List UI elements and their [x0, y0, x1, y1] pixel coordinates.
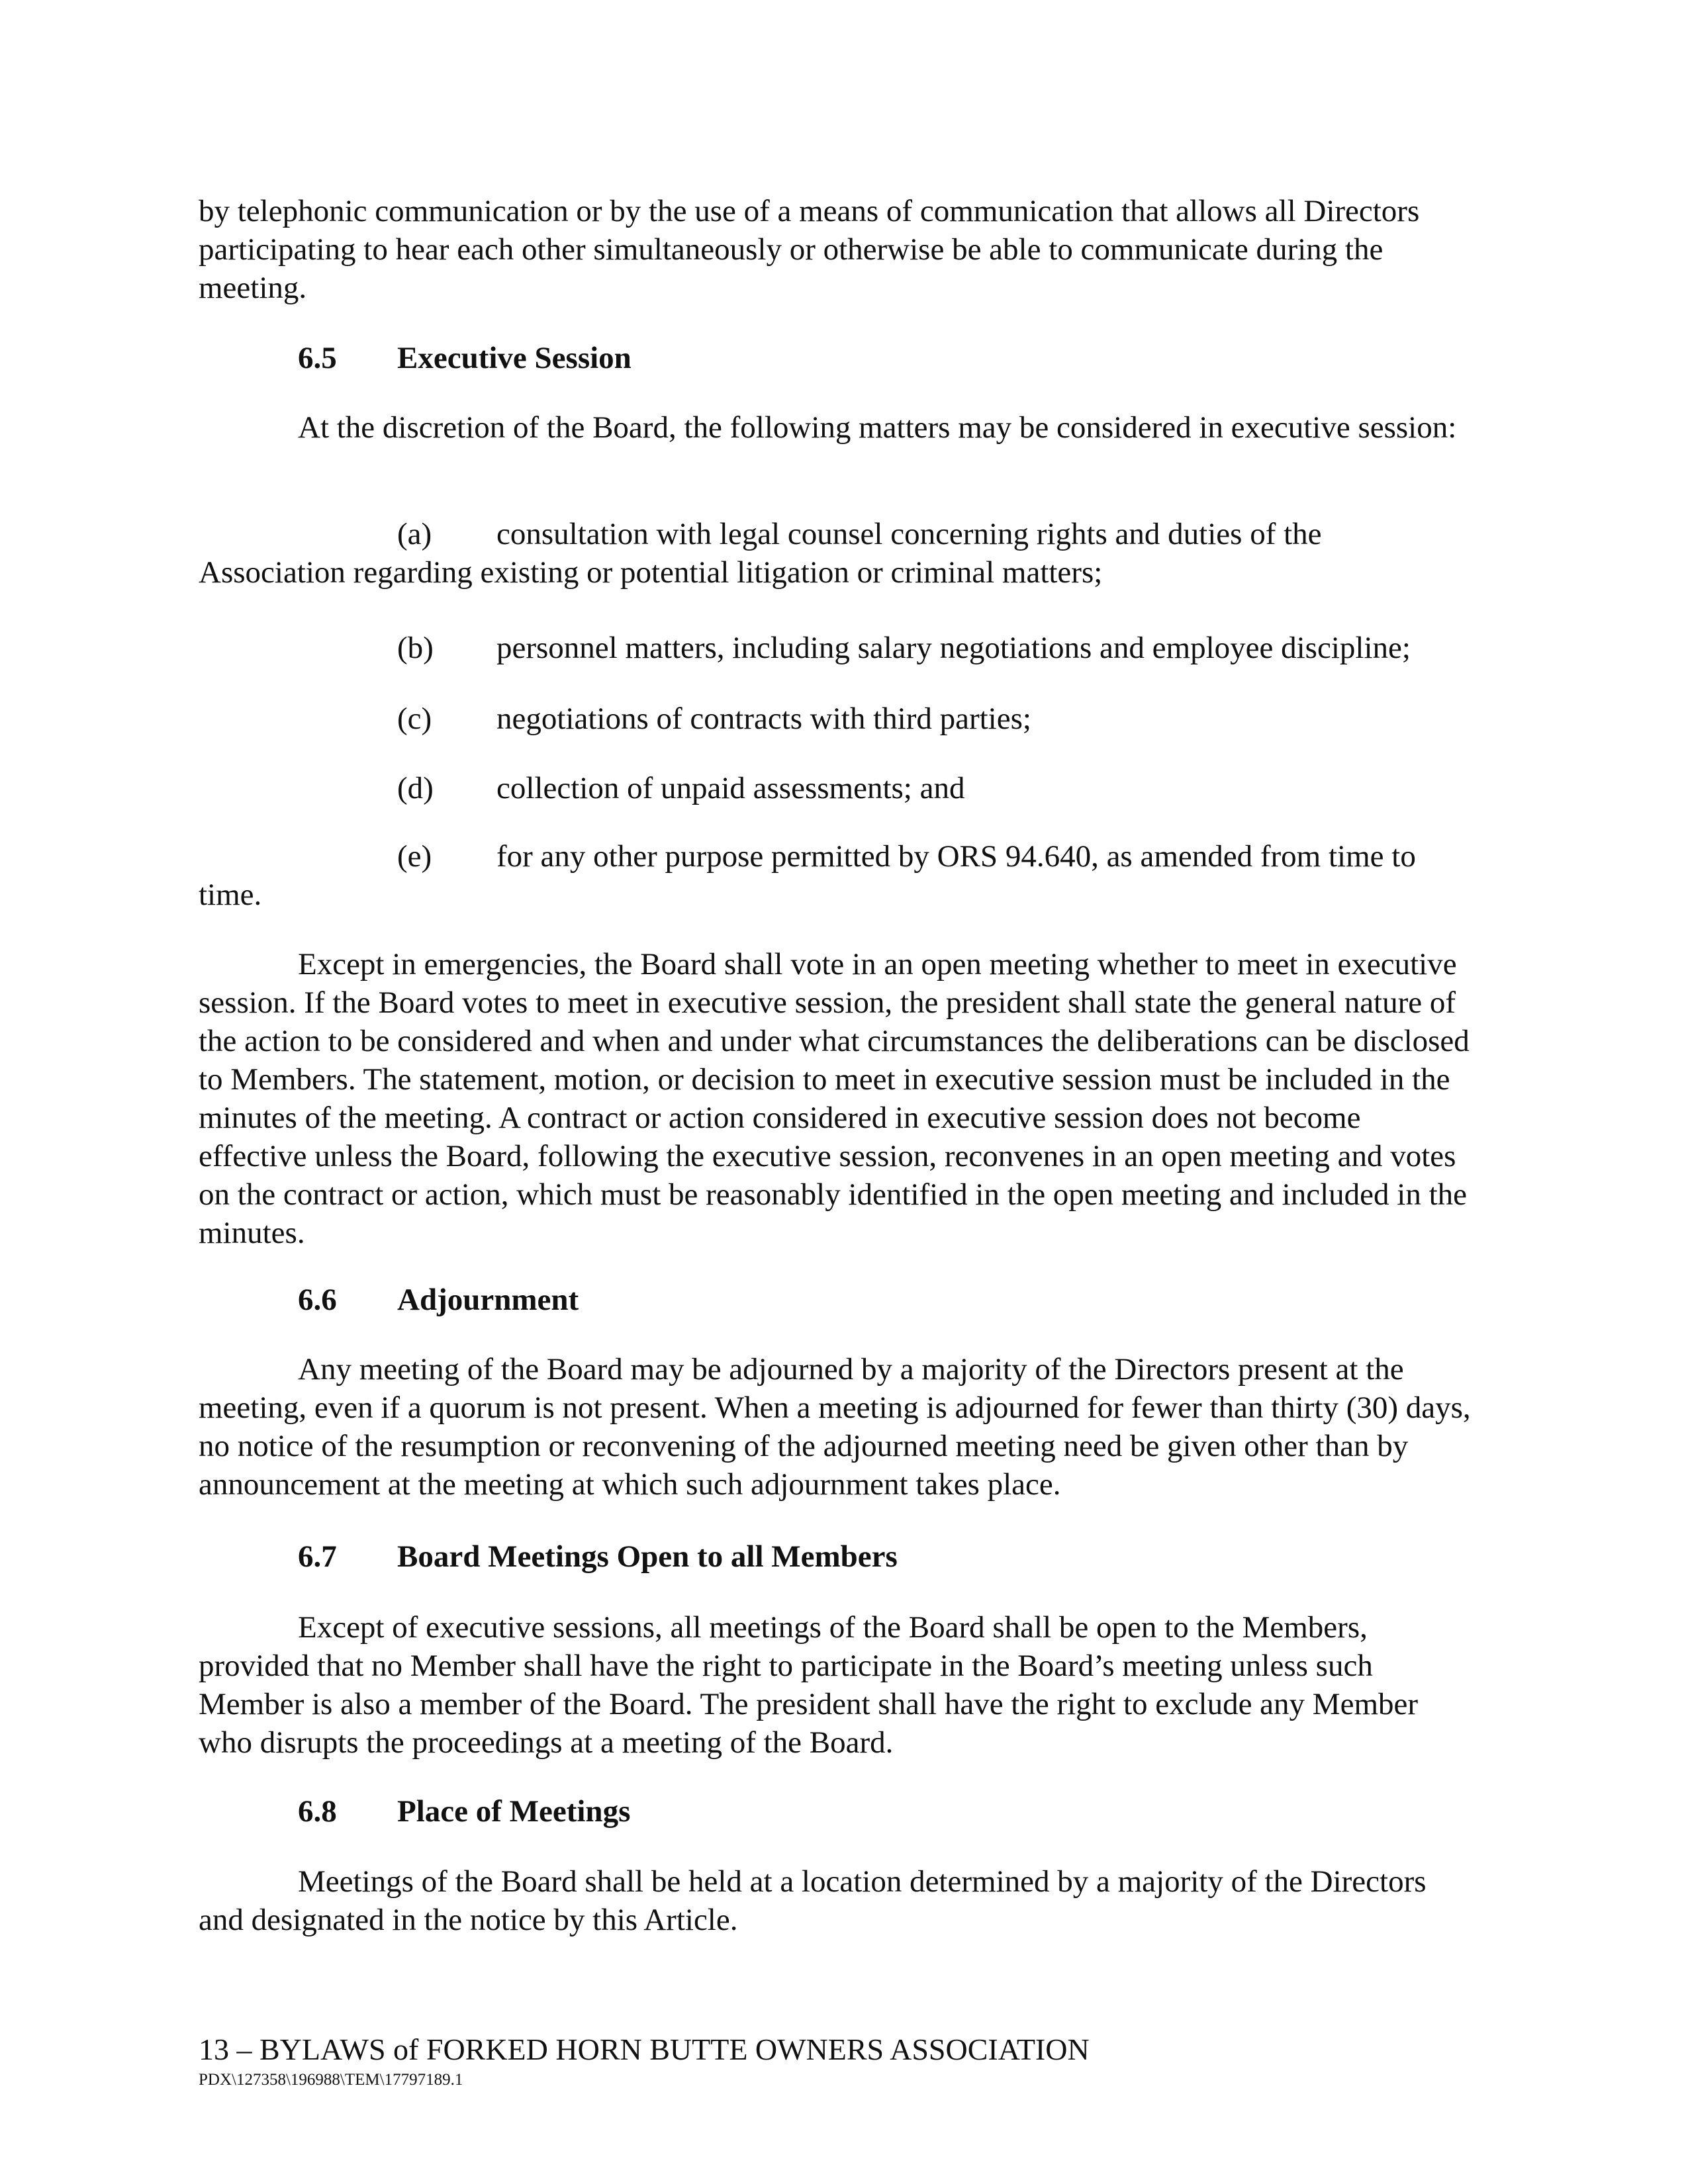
item-label: (d) [397, 771, 434, 805]
item-text: for any other purpose permitted by ORS 94.640, as amended from time to [496, 839, 1416, 874]
item-text-continued: Association regarding existing or potential litigation or criminal matters; [199, 555, 1103, 590]
section-number: 6.8 [298, 1794, 337, 1829]
item-text: personnel matters, including salary negotiations and employee discipline; [496, 631, 1411, 665]
list-item-a [199, 515, 1476, 592]
section-6-7-heading [298, 1537, 898, 1576]
item-text: collection of unpaid assessments; and [496, 771, 965, 805]
section-title: Executive Session [397, 341, 632, 375]
section-6-8-body: Meetings of the Board shall be held at a location determined by a majority of the Directors and designated in the notice by this Article. [199, 1864, 1427, 1937]
intro-paragraph: by telephonic communication or by the use of a means of communication that allows all Directors participating to hear each other simultaneously or otherwise be able to communicate during the meeting. [199, 194, 1420, 305]
item-label: (c) [397, 702, 432, 736]
section-number: 6.7 [298, 1539, 337, 1574]
section-number: 6.6 [298, 1283, 337, 1317]
footer-title: 13 – BYLAWS of FORKED HORN BUTTE OWNERS ASSOCIATION [199, 2032, 1090, 2066]
item-label: (a) [397, 517, 432, 551]
section-6-7-body: Except of executive sessions, all meetings of the Board shall be open to the Members, provided that no Member shall have the right to participate in the Board’s meeting unless such Member is also a member of the Board. The president shall have the right to exclude any Member who disrupts the proceedings at a meeting of the Board. [199, 1610, 1419, 1760]
list-item-e [199, 837, 1476, 914]
section-6-5-lead: At the discretion of the Board, the following matters may be considered in executive session: [298, 410, 1457, 445]
item-label: (b) [397, 631, 434, 665]
section-title: Place of Meetings [397, 1794, 631, 1829]
item-text: consultation with legal counsel concerning rights and duties of the [496, 517, 1322, 551]
item-label: (e) [397, 839, 432, 874]
section-6-6-body: Any meeting of the Board may be adjourned by a majority of the Directors present at the meeting, even if a quorum is not present. When a meeting is adjourned for fewer than thirty (30) days, no notice of the resumption or reconvening of the adjourned meeting need be given other than by announcement at the meeting at which such adjournment takes place. [199, 1352, 1471, 1502]
section-number: 6.5 [298, 341, 337, 375]
section-6-5-body: Except in emergencies, the Board shall vote in an open meeting whether to meet in executive session. If the Board votes to meet in executive session, the president shall state the general nature of the action to be considered and when and under what circumstances the deliberations can be disclosed to Members. The statement, motion, or decision to meet in executive session must be included in the minutes of the meeting. A contract or action considered in executive session does not become effective unless the Board, following the executive session, reconvenes in an open meeting and votes on the contract or action, which must be reasonably identified in the open meeting and included in the minutes. [199, 947, 1470, 1250]
section-6-8-heading [298, 1792, 630, 1831]
section-6-5-heading [298, 339, 632, 377]
item-text-continued: time. [199, 878, 262, 912]
section-title: Adjournment [397, 1283, 579, 1317]
item-text: negotiations of contracts with third parties; [496, 702, 1031, 736]
footer-document-code: PDX\127358\196988\TEM\17797189.1 [199, 2071, 463, 2089]
section-title: Board Meetings Open to all Members [397, 1539, 898, 1574]
section-6-6-heading [298, 1281, 579, 1319]
